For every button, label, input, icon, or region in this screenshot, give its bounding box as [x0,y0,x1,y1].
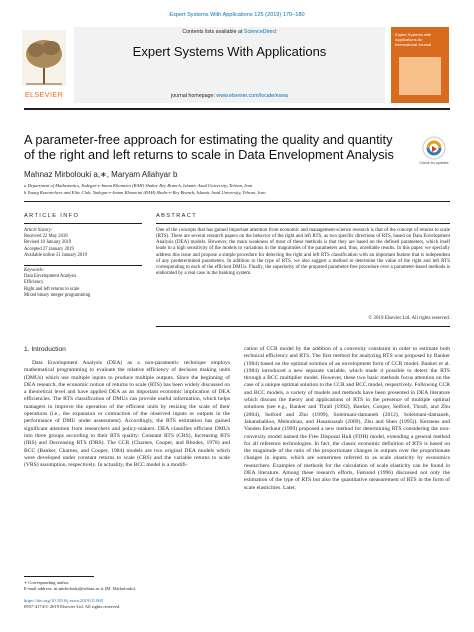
journal-title: Expert Systems With Applications [132,44,327,59]
affiliation-rule [24,201,450,202]
abstract-label: ABSTRACT [156,213,198,219]
issn-line: 0957-4174/© 2019 Elsevier Ltd. All rights reserved. [24,604,121,609]
header-rule [24,108,450,110]
sciencedirect-link[interactable]: ScienceDirect [243,29,277,35]
paper-title: A parameter-free approach for estimating the quality and quantity of the right and left returns to scale in Data Envelopment Analysis [24,132,394,162]
journal-homepage [74,93,385,99]
journal-header-box [74,27,385,103]
paragraph: cation of CCR model by the addition of a convexity constraint in order to estimate both technical efficiency and RTS. The first method for analyzing RTS was proposed by Banker (1984) based on the optimal solution of an envelopment form of CCR model. Banker et al. (1984) introduced a new separate variable, which made it possible to detect the RTS through a BCC multiplier model. However, these two basic methods focus attention on the case of a unique optimal solution to the CCR and BCC model, respectively. Following CCR and BCC models, a variety of models and methods have been presented in DEA literature which discuss the theory and applications of RTS in the presence of multiple optimal solutions (see e.g., Banker and Thrall (1992), Banker, Cooper, Seiford, Thrall, and Zhu (2004), Seiford and Zhu (1999), Soleimani-damaneh (2012), Soleimani-damaneh, Jahanshahloo, Mehrabian, and Hasannasab (2009), Zhu and Shen (1995)). Kerstens and Vanden Eeckaut (1999) proposed a new method for determining RTS considering the non-convexity model named the Free Disposal Hull (FDH) model, extending a general method for all reference technologies. In fact, the classic economic definition of RTS is based on the magnitude of the ratio of the proportionate changes in outputs over the proportionate changes in inputs, which are sometimes referred to as scale elasticity by economics researchers. Examples of methods for the calculation of scale elasticity can be found in DEA literature. Among these research efforts, Førsund (1996) discussed not only the estimation of the type of RTS but also the quantitative measurement of RTS in the form of scale elasticities. Later, [244,346,450,491]
keywords-title: Keywords: [24,268,45,273]
journal-cover-thumbnail[interactable] [391,27,449,103]
elsevier-wordmark: ELSEVIER [24,90,64,99]
abstract-text: One of the concepts that has gained important attention from economic and management-science research is that of the concept of returns to scale (RTS). There are several research papers on the behavior of the right and left RTS, as two specific directions of RTS, based on Data Envelopment Analysis (DEA) models. However, the main weakness of most of these methods is that they are based on the defined parameters, which itself leads to a high sensitivity of the models to variations in the magnitudes of the parameters and, thus, unreliable results. In this paper, we specially address this issue and propose a simple procedure for detecting the right and left RTS classification with an important feature that is independent of any predetermined parameters. In addition to the type of RTS, we also suggest a method to determine the value of the right and left RTS corresponding to each of the efficient DMUs. Finally, the superiority of the proposed parameter-free procedure over a parameter-based methods is elaborated by a real case in the banking system. [156,228,450,277]
body-column-left [24,360,230,469]
corresponding-author-note: ∗ Corresponding author. [24,580,70,585]
article-info-rule [24,223,142,224]
history-item: Received 22 May 2018 [24,234,68,240]
keyword-item: Mixed binary integer programming [24,292,91,298]
elsevier-logo [18,26,70,104]
contents-prefix: Contents lists available at [182,29,244,35]
history-rule [24,265,142,266]
affiliation-b: b Young Researchers and Elite Club, Yadegar-e-Imam Khomeini (RAH) Shahr-e-Rey Branch, Islamic Azad University, Tehran, Iran [24,190,266,195]
author-list: Mahnaz Mirbolouki a,∗, Maryam Allahyar b [24,170,178,179]
contents-line [74,29,385,35]
abstract-bottom-rule [156,326,450,327]
footnote [24,580,230,592]
abstract-rule [156,223,450,224]
history-title: Article history: [24,228,53,233]
check-for-updates-icon[interactable] [418,135,450,169]
cover-title: Expert Systems with Applications An International Journal [395,32,432,47]
history-item: Available online 31 January 2019 [24,252,87,258]
doi-link[interactable]: https://doi.org/10.1016/j.eswa.2019.01.065 [24,598,104,603]
doi-block [24,598,324,610]
paragraph: Data Envelopment Analysis (DEA) as a non-parametric technique employs mathematical programming to evaluate the relative efficiency of decision making units (DMUs) which use multiple inputs to produce multiple outputs. Since the beginning of DEA research, the economic notion of returns to scale (RTS) has been widely discussed on a theoretical level and have applied DEA as an important economic implication of DEA efficiencies. The RTS classification of DMUs can provide useful information, which helps managers to improve the operation of the efficient units by resizing the scale of their operations (i.e., the expansion or contraction of the observed inputs or outputs in the performance of DMU under assessment). Accordingly, the RTS estimation has gained significant attention from researchers and policy-makers. DEA classifies efficient DMUs into three groups according to their RTS quality: Constant RTS (CRS), Increasing RTS (IRS) and Decreasing RTS (DRS). The CCR (Charnes, Cooper, and Rhodes, 1978) and BCC (Banker, Charnes, and Cooper, 1984) models are two original DEA models which were developed under constant returns to scale (CRS) and the variable returns to scale (VRS) assumption, respectively. In actuality, the BCC model is a modifi- [24,360,230,469]
section-heading: 1. Introduction [24,346,66,353]
running-head[interactable]: Expert Systems With Applications 125 (2019) 170–180 [169,12,305,18]
history-item: Accepted 27 January 2019 [24,246,74,252]
keyword-item: Right and left returns to scale [24,286,80,292]
abstract-copyright: © 2019 Elsevier Ltd. All rights reserved. [368,316,450,321]
email-note[interactable]: E-mail address: m.mirbolouki@srbiau.ac.ir (M. Mirbolouki). [24,586,137,591]
keyword-item: Efficiency [24,280,44,286]
homepage-link[interactable]: www.elsevier.com/locate/eswa [216,93,288,99]
history-item: Revised 10 January 2019 [24,240,72,246]
article-history [24,228,142,259]
keyword-item: Data Envelopment Analysis [24,274,77,280]
check-updates-label: Check for updates [419,161,449,165]
affiliation-a: a Department of Mathematics, Yadegar-e-Imam Khomeini (RAH) Shahre Rey Branch, Islamic Azad University, Tehran, Iran [24,183,253,188]
cover-graphic [399,57,441,95]
body-column-right [244,346,450,492]
footnote-rule [24,576,94,577]
article-info-label: ARTICLE INFO [24,213,80,219]
keywords [24,268,142,299]
homepage-prefix: journal homepage: [171,93,217,99]
